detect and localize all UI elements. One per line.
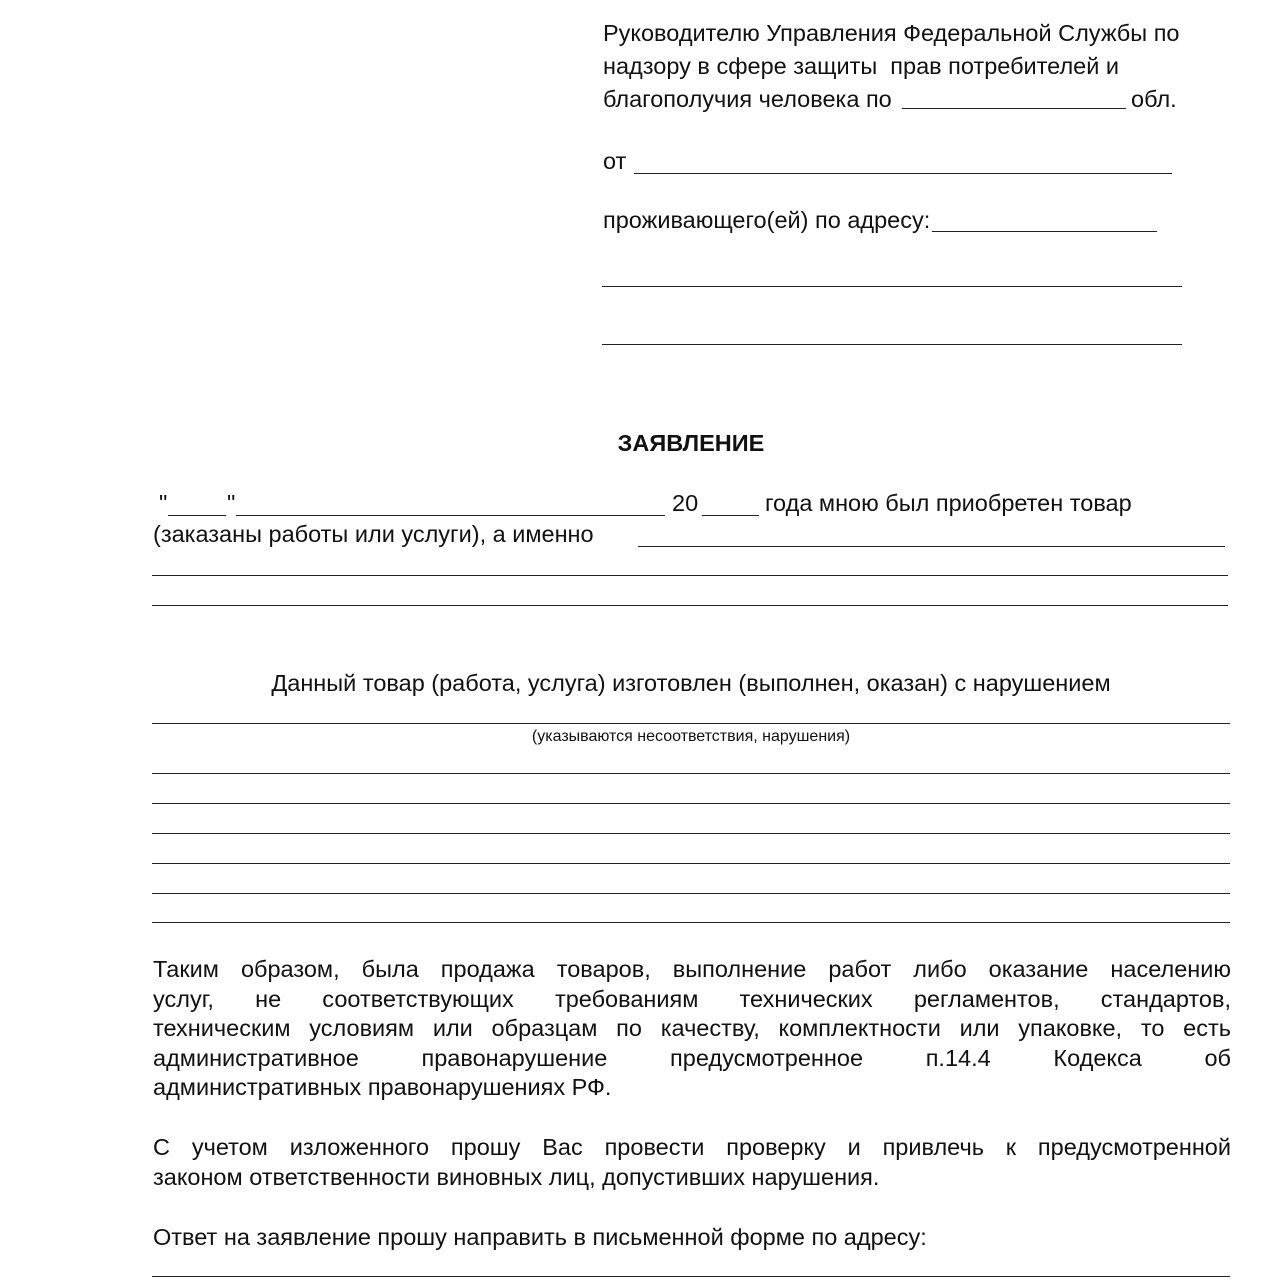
addressee-line-3-prefix: благополучия человека по: [603, 86, 892, 112]
defect-blank-1[interactable]: [152, 723, 1230, 724]
conclusion-line: административных правонарушениях РФ.: [153, 1074, 612, 1100]
purchase-line-2: (заказаны работы или услуги), а именно: [153, 521, 594, 547]
address-blank-3[interactable]: [602, 344, 1182, 345]
year-prefix: 20: [672, 490, 699, 516]
defect-blank-7[interactable]: [152, 922, 1230, 923]
defect-blank-6[interactable]: [152, 893, 1230, 894]
open-quote: ": [159, 490, 168, 516]
close-quote: ": [227, 490, 236, 516]
conclusion-paragraph: [153, 955, 1231, 1103]
address-label: проживающего(ей) по адресу:: [603, 207, 931, 233]
defect-blank-2[interactable]: [152, 773, 1230, 774]
year-blank[interactable]: [702, 515, 759, 516]
reply-address-blank[interactable]: [152, 1276, 1230, 1277]
day-blank[interactable]: [168, 515, 226, 516]
purchase-tail: года мною был приобретен товар: [765, 490, 1132, 516]
address-blank-2[interactable]: [602, 286, 1182, 287]
item-blank-2[interactable]: [152, 575, 1228, 576]
region-blank[interactable]: [902, 108, 1126, 109]
item-blank-3[interactable]: [152, 605, 1228, 606]
address-blank-1[interactable]: [932, 231, 1157, 232]
document-title: ЗАЯВЛЕНИЕ: [617, 430, 765, 456]
request-line: законом ответственности виновных лиц, допустивших нарушения.: [153, 1163, 880, 1190]
item-blank-1[interactable]: [638, 546, 1225, 547]
from-blank[interactable]: [634, 173, 1172, 174]
addressee-line-3-suffix: обл.: [1131, 86, 1177, 112]
defect-heading: Данный товар (работа, услуга) изготовлен (выполнен, оказан) с нарушением: [271, 670, 1111, 696]
request-paragraph: [153, 1133, 1231, 1192]
defect-blank-5[interactable]: [152, 863, 1230, 864]
month-blank[interactable]: [236, 515, 665, 516]
addressee-line-2: надзору в сфере защиты прав потребителей и: [603, 53, 1120, 79]
defect-hint: (указываются несоответствия, нарушения): [531, 728, 851, 745]
defect-blank-4[interactable]: [152, 833, 1230, 834]
addressee-line-1: Руководителю Управления Федеральной Службы по: [603, 20, 1180, 46]
request-line: С учетом изложенного прошу Вас провести проверку и привлечь к предусмотренной: [153, 1134, 1231, 1160]
conclusion-line: услуг, не соответствующих требованиям технических регламентов, стандартов,: [153, 985, 1231, 1012]
conclusion-line: административное правонарушение предусмотренное п.14.4 Кодекса об: [153, 1044, 1231, 1071]
from-label: от: [603, 148, 627, 174]
reply-text: Ответ на заявление прошу направить в письменной форме по адресу:: [153, 1224, 927, 1250]
defect-blank-3[interactable]: [152, 803, 1230, 804]
conclusion-line: техническим условиям или образцам по качеству, комплектности или упаковке, то есть: [153, 1015, 1231, 1041]
conclusion-line: Таким образом, была продажа товаров, выполнение работ либо оказание населению: [153, 956, 1231, 982]
